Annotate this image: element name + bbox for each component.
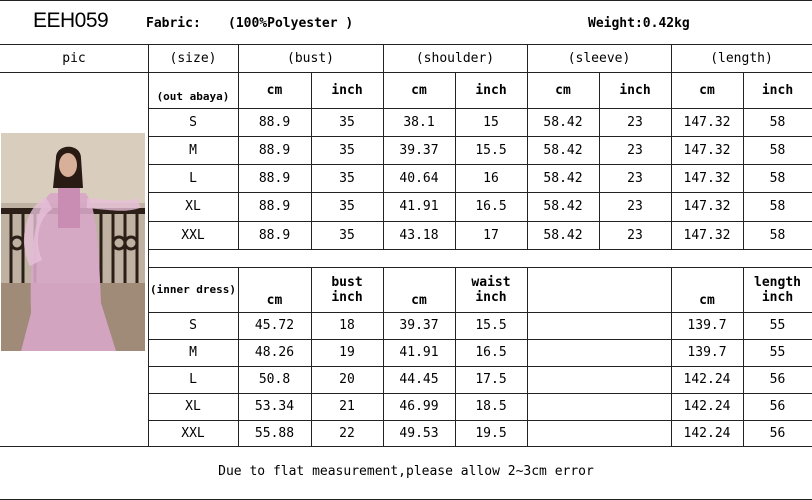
abaya-value-cell: 58.42: [543, 170, 583, 186]
abaya-value-cell: 58: [769, 199, 786, 214]
abaya-size-label: XL: [185, 199, 201, 214]
inner-value-cell: 15.5: [475, 318, 507, 333]
inner-value-cell: [599, 366, 671, 393]
abaya-value-cell: 147.32: [683, 170, 731, 186]
inner-value-cell: 45.72: [254, 318, 295, 333]
abaya-value-cell: 35: [339, 170, 355, 186]
abaya-value-cell: 58: [769, 227, 786, 243]
col-header-pic: pic: [62, 50, 86, 66]
abaya-unit-header: cm: [411, 82, 427, 98]
inner-value-cell: [599, 420, 671, 446]
abaya-size-label: S: [189, 114, 197, 130]
inner-value-cell: 56: [769, 399, 786, 414]
abaya-value-cell: 58: [769, 170, 786, 186]
abaya-value-cell: 35: [339, 227, 355, 243]
abaya-value-cell: 88.9: [258, 170, 291, 186]
inner-value-cell: 142.24: [683, 425, 731, 441]
model-image: [1, 133, 145, 351]
inner-value-cell: 19: [339, 345, 355, 360]
abaya-value-cell: 35: [339, 114, 355, 130]
inner-value-cell: 19.5: [475, 425, 507, 441]
inner-value-cell: 46.99: [399, 399, 439, 414]
col-header-bust: (bust): [287, 50, 334, 66]
inner-value-cell: 142.24: [683, 372, 731, 387]
abaya-value-cell: 58: [769, 142, 786, 158]
inner-value-cell: 20: [339, 372, 355, 387]
inner-value-cell: 39.37: [399, 318, 439, 333]
abaya-value-cell: 41.91: [399, 199, 439, 214]
abaya-value-cell: 23: [627, 170, 643, 186]
col-header-shoulder: (shoulder): [415, 50, 495, 66]
inner-value-cell: 48.26: [254, 345, 295, 360]
inner-size-label: M: [189, 345, 197, 360]
abaya-value-cell: 58.42: [543, 227, 583, 243]
inner-value-cell: 44.45: [399, 372, 439, 387]
abaya-value-cell: 147.32: [683, 227, 731, 243]
inner-size-label: L: [189, 372, 197, 387]
abaya-value-cell: 147.32: [683, 114, 731, 130]
abaya-label: (out abaya): [156, 90, 230, 103]
grid-hline: [0, 0, 812, 1]
abaya-value-cell: 147.32: [683, 142, 731, 158]
abaya-size-label: L: [189, 170, 197, 186]
abaya-value-cell: 38.1: [403, 114, 435, 130]
abaya-unit-header: cm: [266, 82, 283, 98]
inner-unit-header: [599, 267, 671, 312]
abaya-value-cell: 23: [627, 227, 643, 243]
inner-value-cell: [599, 312, 671, 339]
inner-unit-header: length inch: [754, 274, 801, 305]
product-code: EEH059: [33, 9, 109, 32]
inner-value-cell: [527, 420, 599, 446]
inner-value-cell: [527, 339, 599, 366]
abaya-value-cell: 39.37: [399, 142, 439, 158]
col-header-length: (length): [710, 50, 773, 66]
grid-hline: [0, 446, 812, 447]
abaya-value-cell: 23: [627, 114, 643, 130]
abaya-value-cell: 88.9: [258, 199, 291, 214]
inner-unit-header: [527, 267, 599, 312]
inner-unit-header: cm: [699, 293, 715, 308]
abaya-unit-header: cm: [699, 82, 715, 98]
inner-value-cell: 139.7: [687, 345, 727, 360]
abaya-value-cell: 16.5: [475, 199, 507, 214]
product-photo: [1, 133, 145, 351]
inner-value-cell: 55.88: [254, 425, 295, 441]
abaya-value-cell: 35: [339, 199, 355, 214]
inner-value-cell: 21: [339, 399, 355, 414]
inner-value-cell: 49.53: [399, 425, 439, 441]
abaya-value-cell: 23: [627, 199, 643, 214]
col-header-sleeve: (sleeve): [567, 50, 631, 66]
abaya-value-cell: 58: [769, 114, 786, 130]
weight-text: Weight:0.42kg: [588, 16, 690, 31]
col-header-size: (size): [169, 50, 217, 66]
inner-value-cell: [527, 393, 599, 420]
abaya-size-label: XXL: [181, 227, 205, 243]
inner-value-cell: 53.34: [254, 399, 295, 414]
inner-value-cell: [599, 393, 671, 420]
inner-value-cell: 50.8: [258, 372, 291, 387]
abaya-value-cell: 147.32: [683, 199, 731, 214]
abaya-value-cell: 88.9: [258, 227, 291, 243]
abaya-unit-header: inch: [331, 82, 363, 98]
inner-unit-header: cm: [266, 293, 283, 308]
abaya-value-cell: 88.9: [258, 142, 291, 158]
inner-size-label: XXL: [181, 425, 205, 441]
abaya-value-cell: 40.64: [399, 170, 439, 186]
fabric-label: Fabric:: [146, 16, 201, 31]
inner-size-label: XL: [185, 399, 201, 414]
inner-value-cell: [527, 366, 599, 393]
abaya-value-cell: 15.5: [475, 142, 507, 158]
inner-value-cell: 41.91: [399, 345, 439, 360]
inner-value-cell: 139.7: [687, 318, 727, 333]
abaya-value-cell: 58.42: [543, 114, 583, 130]
abaya-value-cell: 17: [483, 227, 499, 243]
abaya-size-label: M: [189, 142, 197, 158]
abaya-value-cell: 88.9: [258, 114, 291, 130]
abaya-unit-header: inch: [475, 82, 507, 98]
abaya-value-cell: 35: [339, 142, 355, 158]
inner-value-cell: 55: [769, 345, 786, 360]
inner-unit-header: waist inch: [471, 274, 511, 305]
measurement-note: Due to flat measurement,please allow 2~3cm error: [218, 464, 594, 479]
inner-value-cell: 55: [769, 318, 786, 333]
inner-label: (inner dress): [149, 283, 237, 296]
fabric-value: (100%Polyester ): [228, 16, 354, 31]
inner-value-cell: 18: [339, 318, 355, 333]
abaya-value-cell: 23: [627, 142, 643, 158]
inner-value-cell: 16.5: [475, 345, 507, 360]
inner-value-cell: 17.5: [475, 372, 507, 387]
abaya-unit-header: cm: [555, 82, 571, 98]
abaya-value-cell: 43.18: [399, 227, 439, 243]
inner-value-cell: 56: [769, 372, 786, 387]
inner-value-cell: 56: [769, 425, 786, 441]
inner-value-cell: [527, 312, 599, 339]
abaya-value-cell: 58.42: [543, 199, 583, 214]
inner-value-cell: 22: [339, 425, 355, 441]
inner-value-cell: 142.24: [683, 399, 731, 414]
inner-value-cell: [599, 339, 671, 366]
abaya-unit-header: inch: [761, 82, 794, 98]
abaya-value-cell: 15: [483, 114, 499, 130]
inner-size-label: S: [189, 318, 197, 333]
abaya-value-cell: 16: [483, 170, 499, 186]
abaya-value-cell: 58.42: [543, 142, 583, 158]
inner-unit-header: cm: [411, 293, 427, 308]
inner-unit-header: bust inch: [331, 274, 363, 305]
abaya-unit-header: inch: [619, 82, 651, 98]
grid-hline: [148, 249, 812, 250]
inner-value-cell: 18.5: [475, 399, 507, 414]
